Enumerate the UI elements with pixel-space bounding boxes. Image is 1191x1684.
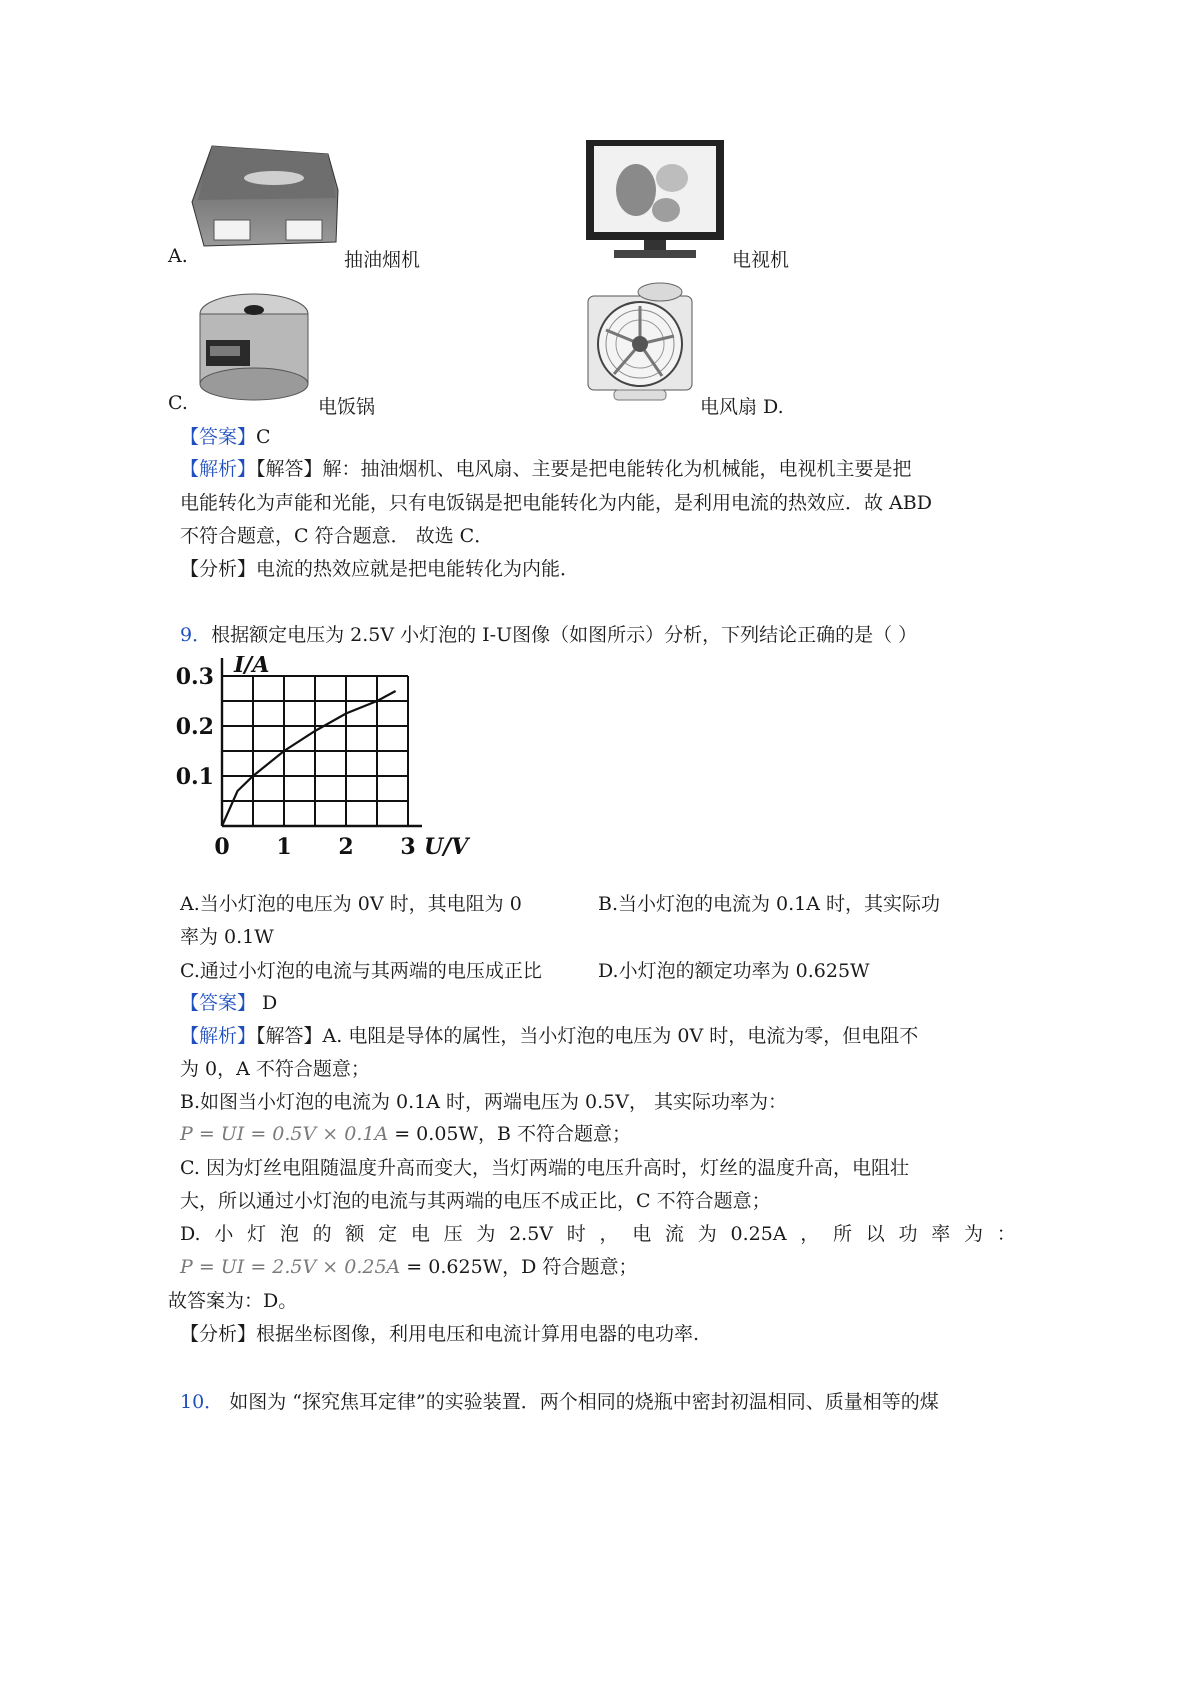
q9-option-c: C.通过小灯泡的电流与其两端的电压成正比 (180, 960, 542, 982)
q8-analysis-line-2: 电能转化为声能和光能，只有电饭锅是把电能转化为内能，是利用电流的热效应．故 ABD (180, 492, 932, 514)
q9-analysis-a-line-2: 为 0，A 不符合题意； (180, 1058, 370, 1080)
q10-stem (180, 1389, 939, 1415)
justified-word: 小 (214, 1223, 234, 1245)
formula: P = UI = 0.5V × 0.1A (180, 1123, 389, 1145)
q9-option-a: A.当小灯泡的电压为 0V 时，其电阻为 0 (180, 893, 522, 915)
justified-word: 额 (345, 1223, 365, 1245)
x-tick-label: 0 (214, 834, 230, 860)
justified-word: 为 (697, 1223, 717, 1245)
q8-answer (180, 424, 271, 450)
q9-analysis-b-line-1: B.如图当小灯泡的电流为 0.1A 时，两端电压为 0.5V， 其实际功率为： (180, 1091, 788, 1113)
q9-summary: 【分析】根据坐标图像，利用电压和电流计算用电器的电功率. (180, 1323, 700, 1345)
x-axis-label: U/V (424, 834, 469, 860)
analysis-tag: 【解析】 (180, 1025, 257, 1047)
justified-word: ： (996, 1223, 1016, 1245)
option-b-text: 电视机 (732, 249, 790, 271)
q9-analysis-b-formula (180, 1121, 631, 1147)
question-text: 如图为 “探究焦耳定律”的实验装置．两个相同的烧瓶中密封初温相同、质量相等的煤 (223, 1391, 939, 1413)
y-tick-label: 0.3 (175, 664, 214, 690)
option-a-text: 抽油烟机 (344, 249, 421, 271)
justified-word: 为 (964, 1223, 984, 1245)
q9-conclusion: 故答案为：D。 (168, 1290, 298, 1312)
answer-value: D (256, 992, 278, 1014)
justified-word: 为 (476, 1223, 496, 1245)
iu-chart (172, 656, 492, 876)
justified-word: 定 (378, 1223, 398, 1245)
q9-stem (180, 622, 917, 648)
answer-tag: 【答案】 (180, 426, 257, 448)
justified-word: 流 (665, 1223, 685, 1245)
question-number: 10． (180, 1391, 224, 1413)
formula: P = UI = 2.5V × 0.25A (180, 1256, 401, 1278)
justified-word: 功 (898, 1223, 918, 1245)
justified-word: 压 (443, 1223, 463, 1245)
justified-word: 的 (312, 1223, 332, 1245)
y-tick-label: 0.1 (175, 764, 214, 790)
q9-answer (180, 990, 277, 1016)
electric-fan-image (584, 282, 696, 406)
range-hood-image (188, 142, 344, 260)
q9-option-d: D.小灯泡的额定功率为 0.625W (598, 960, 870, 982)
q8-analysis-line-1 (180, 456, 912, 482)
justified-word: 0.25A (730, 1223, 787, 1245)
q9-option-b: B.当小灯泡的电流为 0.1A 时，其实际功 (598, 893, 941, 915)
analysis-text: 【解答】A. 电阻是导体的属性，当小灯泡的电压为 0V 时，电流为零，但电阻不 (256, 1025, 919, 1047)
justified-word: 电 (632, 1223, 652, 1245)
justified-word: 率 (931, 1223, 951, 1245)
x-tick-label: 2 (338, 834, 354, 860)
formula-result: = 0.625W，D 符合题意； (400, 1256, 638, 1278)
analysis-tag: 【解析】 (180, 458, 257, 480)
formula-result: = 0.05W，B 不符合题意； (388, 1123, 632, 1145)
q9-analysis-c-line-2: 大，所以通过小灯泡的电流与其两端的电压不成正比，C 不符合题意； (180, 1190, 771, 1212)
answer-value: C (256, 426, 271, 448)
justified-word: 灯 (247, 1223, 267, 1245)
answer-tag: 【答案】 (180, 992, 257, 1014)
justified-word: 所 (833, 1223, 853, 1245)
x-tick-label: 3 (400, 834, 416, 860)
option-c-text: 电饭锅 (318, 396, 376, 418)
question-number: 9． (180, 624, 212, 646)
y-tick-label: 0.2 (175, 714, 214, 740)
q8-summary: 【分析】电流的热效应就是把电能转化为内能． (180, 558, 580, 580)
iu-curve (222, 691, 396, 826)
q8-analysis-line-3: 不符合题意，C 符合题意． 故选 C． (180, 525, 494, 547)
justified-word: 2.5V (509, 1223, 554, 1245)
option-c-letter: C. (168, 392, 188, 414)
x-tick-label: 1 (276, 834, 292, 860)
q9-analysis-a-line-1 (180, 1023, 918, 1049)
justified-word: ， (800, 1223, 820, 1245)
option-a-letter: A. (168, 245, 188, 267)
q9-analysis-c-line-1: C. 因为灯丝电阻随温度升高而变大，当灯两端的电压升高时，灯丝的温度升高，电阻壮 (180, 1157, 909, 1179)
analysis-text: 【解答】解：抽油烟机、电风扇、主要是把电能转化为机械能，电视机主要是把 (256, 458, 912, 480)
justified-word: 以 (865, 1223, 885, 1245)
television-image (584, 138, 726, 264)
rice-cooker-image (192, 288, 316, 406)
q9-analysis-d-formula (180, 1254, 637, 1280)
q9-analysis-d-line-1 (180, 1221, 1016, 1247)
justified-word: 泡 (279, 1223, 299, 1245)
justified-word: ， (599, 1223, 619, 1245)
y-axis-label: I/A (234, 656, 270, 678)
justified-word: 电 (410, 1223, 430, 1245)
q9-option-b-cont: 率为 0.1W (180, 926, 274, 948)
justified-word: 时 (566, 1223, 586, 1245)
justified-word: D. (180, 1223, 201, 1245)
question-text: 根据额定电压为 2.5V 小灯泡的 I-U图像（如图所示）分析，下列结论正确的是（ ） (211, 624, 918, 646)
option-d-text: 电风扇 D. (700, 396, 784, 418)
